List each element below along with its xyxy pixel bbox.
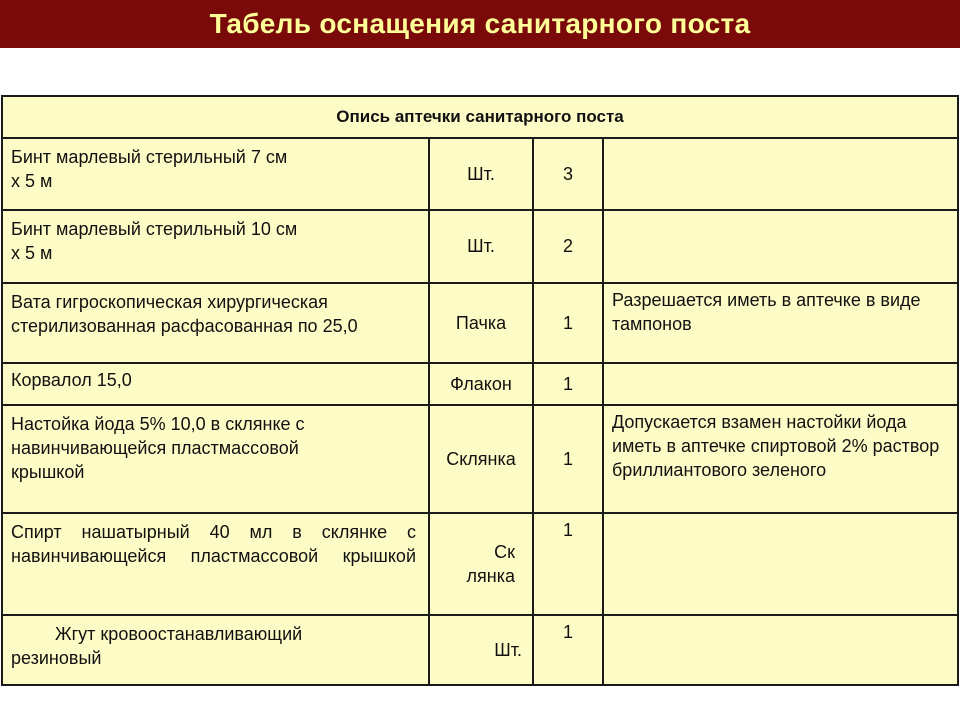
item-note [603, 363, 958, 405]
item-unit: Шт. [429, 210, 533, 283]
item-qty: 1 [533, 615, 603, 685]
item-unit-cell [429, 513, 533, 615]
table-header-row [2, 96, 958, 138]
item-name: Вата гигроскопическая хирургическая стерилизованная расфасованная по 25,0 [11, 292, 358, 336]
table-row [2, 405, 958, 513]
item-name: Бинт марлевый стерильный 7 см х 5 м [11, 147, 288, 191]
page-title: Табель оснащения санитарного поста [209, 8, 751, 39]
item-qty: 1 [533, 405, 603, 513]
item-qty: 1 [533, 363, 603, 405]
item-name: Жгут кровоостанавливающий резиновый [11, 624, 303, 668]
item-name-cell [2, 405, 429, 513]
item-name-cell [2, 283, 429, 363]
item-note [603, 210, 958, 283]
item-unit: Шт. [429, 138, 533, 210]
item-name-cell [2, 363, 429, 405]
item-qty: 1 [533, 513, 603, 615]
item-unit: Ск лянка [466, 542, 515, 586]
item-name: Спирт нашатырный 40 мл в склянке с навинчивающейся пластмассовой крышкой [11, 522, 416, 566]
item-note: Допускается взамен настойки йода иметь в аптечке спиртовой 2% раствор бриллиантового зеленого [612, 412, 940, 480]
item-note [603, 615, 958, 685]
table-row [2, 615, 958, 685]
item-qty: 2 [533, 210, 603, 283]
table-row [2, 210, 958, 283]
item-name: Корвалол 15,0 [11, 370, 132, 390]
item-unit: Пачка [429, 283, 533, 363]
table-row [2, 283, 958, 363]
item-unit: Флакон [429, 363, 533, 405]
table-heading: Опись аптечки санитарного поста [2, 96, 958, 138]
item-note-cell [603, 405, 958, 513]
inventory-table [1, 95, 959, 686]
item-note [603, 138, 958, 210]
item-name-cell [2, 138, 429, 210]
item-unit: Склянка [429, 405, 533, 513]
item-note-cell [603, 283, 958, 363]
table-row [2, 363, 958, 405]
item-note: Разрешается иметь в аптечке в виде тампонов [612, 290, 921, 334]
item-qty: 3 [533, 138, 603, 210]
item-note [603, 513, 958, 615]
table-row [2, 513, 958, 615]
item-unit: Шт. [429, 615, 533, 685]
table-row [2, 138, 958, 210]
item-name-cell [2, 210, 429, 283]
item-qty: 1 [533, 283, 603, 363]
item-name-cell [2, 513, 429, 615]
item-name: Настойка йода 5% 10,0 в склянке с навинчивающейся пластмассовой крышкой [11, 414, 305, 482]
item-name-cell [2, 615, 429, 685]
title-bar [0, 0, 960, 48]
item-name: Бинт марлевый стерильный 10 см х 5 м [11, 219, 298, 263]
